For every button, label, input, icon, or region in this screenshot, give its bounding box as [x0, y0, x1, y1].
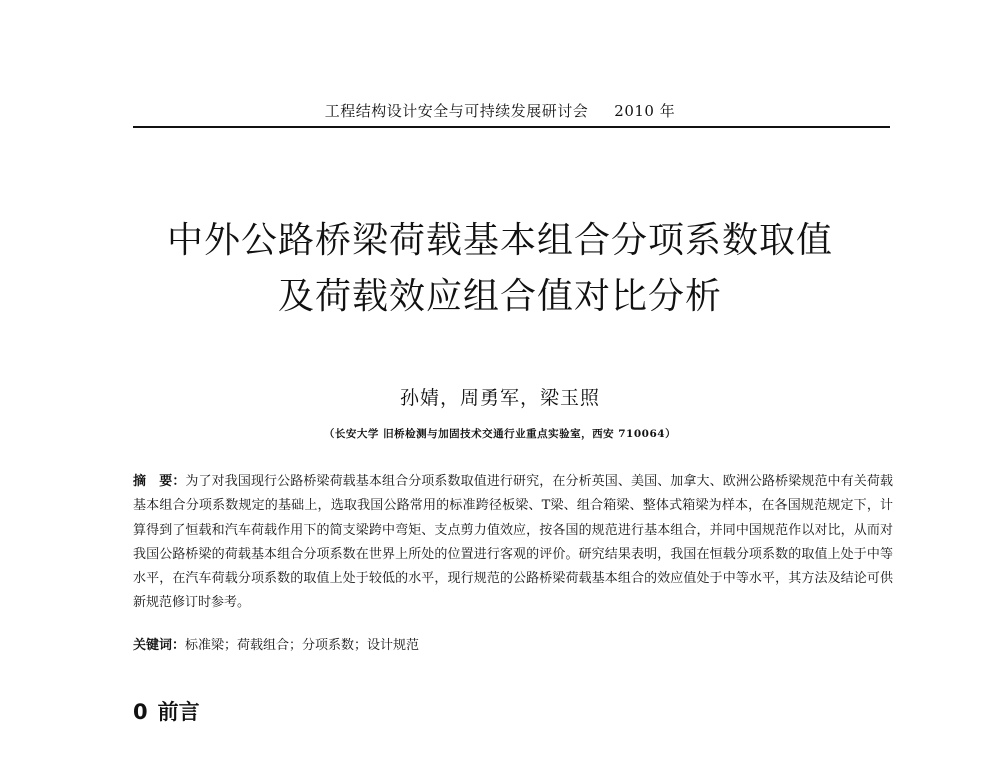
abstract	[133, 470, 893, 616]
abstract-text: 为了对我国现行公路桥梁荷载基本组合分项系数取值进行研究，在分析英国、美国、加拿大、欧洲公路桥梁规范中有关荷载基本组合分项系数规定的基础上，选取我国公路常用的标准跨径板梁、T梁、组合箱梁、整体式箱梁为样本，在各国规范规定下，计算得到了恒载和汽车荷载作用下的简支梁跨中弯矩、支点剪力值效应，按各国的规范进行基本组合，并同中国规范作以对比，从而对我国公路桥梁的荷载基本组合分项系数在世界上所处的位置进行客观的评价。研究结果表明，我国在恒载分项系数的取值上处于中等水平，在汽车荷载分项系数的取值上处于较低的水平，现行规范的公路桥梁荷载基本组合的效应值处于中等水平，其方法及结论可供新规范修订时参考。	[133, 474, 893, 611]
keywords-text: 标准梁；荷载组合；分项系数；设计规范	[185, 638, 420, 653]
header-rule	[133, 126, 890, 128]
abstract-label: 摘 要：	[133, 474, 186, 489]
section-title: 前言	[157, 700, 200, 724]
author-list: 孙婧，周勇军，梁玉照	[399, 387, 600, 409]
affiliation: （长安大学 旧桥检测与加固技术交通行业重点实验室，西安 710064）	[323, 428, 677, 440]
section-number: 0	[133, 700, 148, 724]
conference-year: 2010 年	[614, 102, 676, 120]
running-header	[0, 100, 1000, 121]
section-heading	[133, 696, 200, 726]
conference-name: 工程结构设计安全与可持续发展研讨会	[324, 102, 589, 120]
keywords-label: 关键词：	[133, 638, 186, 653]
paper-title-line-2: 及荷载效应组合值对比分析	[277, 276, 722, 317]
keywords	[133, 634, 893, 653]
paper-title-line-1: 中外公路桥梁荷载基本组合分项系数取值	[166, 220, 833, 261]
